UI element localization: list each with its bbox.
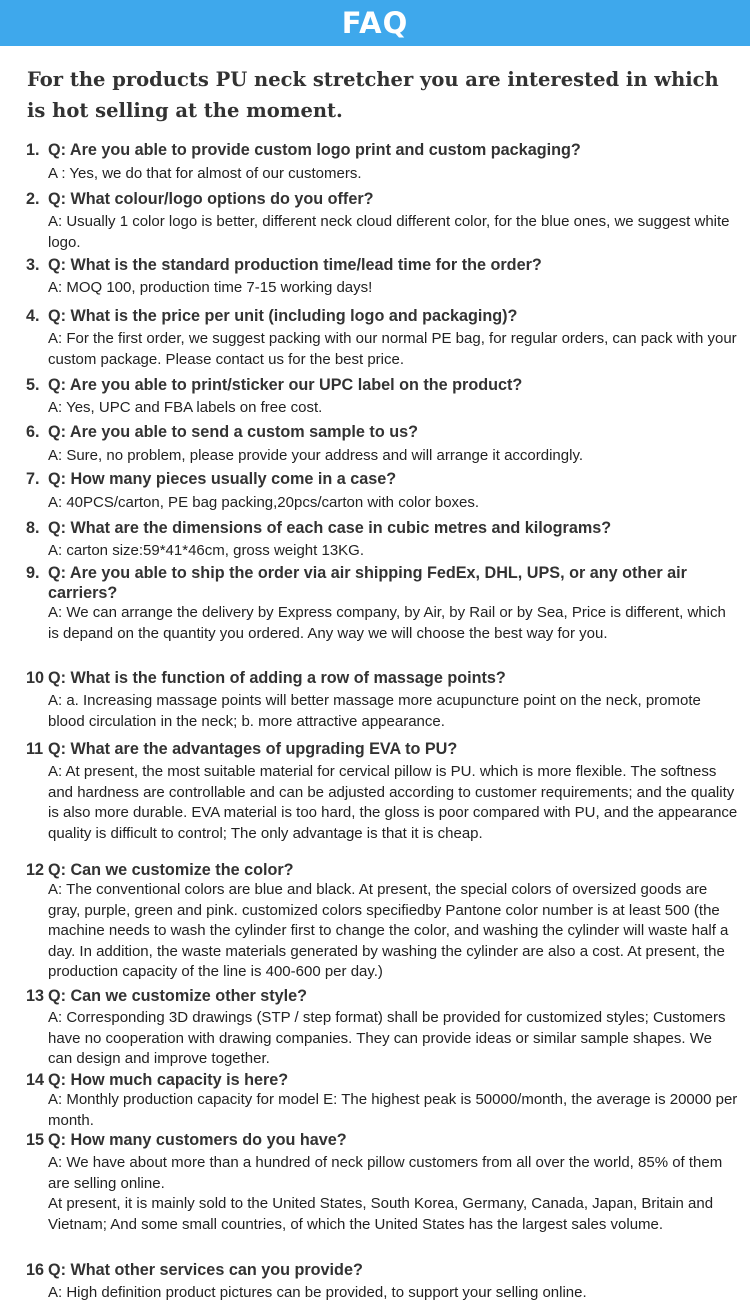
faq-answer: At present, it is mainly sold to the United States, South Korea, Germany, Canada, Japan, Britain and Vietnam; And some small countries, of which the United States has the largest sales volume. (48, 1195, 714, 1233)
faq-question-text: Q: Can we customize other style? (48, 987, 308, 1005)
faq-answer: A: For the first order, we suggest packing with our normal PE bag, for regular orders, can pack with your custom package. Please contact us for the best price. (48, 330, 737, 368)
faq-question-text: Q: What is the standard production time/lead time for the order? (48, 256, 542, 274)
faq-question-text: Q: How many customers do you have? (48, 1131, 347, 1149)
faq-number: 11 (26, 740, 44, 758)
faq-number: 5. (26, 376, 40, 394)
faq-question-text: Q: What are the advantages of upgrading EVA to PU? (48, 740, 458, 758)
faq-question-text: Q: What other services can you provide? (48, 1261, 363, 1279)
faq-question-text: Q: How much capacity is here? (48, 1071, 289, 1089)
faq-question-text: Q: Are you able to send a custom sample to us? (48, 423, 418, 441)
faq-answer: A: Usually 1 color logo is better, different neck cloud different color, for the blue ones, we suggest white logo. (48, 213, 730, 251)
faq-answer: A: We can arrange the delivery by Express company, by Air, by Rail or by Sea, Price is different, which is depand on the quantity you ordered. Any way we will choose the best way for you. (48, 604, 726, 642)
faq-banner (0, 0, 750, 46)
faq-question-text: Q: What is the price per unit (including logo and packaging)? (48, 307, 518, 325)
faq-question-text: Q: What are the dimensions of each case in cubic metres and kilograms? (48, 519, 612, 537)
intro-heading: For the products PU neck stretcher you are interested in which is hot selling at the moment. (27, 68, 719, 122)
faq-number: 1. (26, 141, 40, 159)
faq-question-text: Q: Can we customize the color? (48, 861, 294, 879)
faq-number: 9. (26, 564, 40, 582)
faq-answer: A: Corresponding 3D drawings (STP / step format) shall be provided for customized styles; Customers have no cooperation with drawing companies. They can provide ideas or similar sample shapes. We can design and improve together. (48, 1009, 726, 1067)
faq-number: 15 (26, 1131, 45, 1149)
faq-number: 4. (26, 307, 40, 325)
faq-question-text: Q: Are you able to print/sticker our UPC label on the product? (48, 376, 523, 394)
faq-number: 14 (26, 1071, 45, 1089)
faq-answer: A: 40PCS/carton, PE bag packing,20pcs/carton with color boxes. (48, 494, 480, 511)
faq-number: 2. (26, 190, 40, 208)
faq-number: 12 (26, 861, 45, 879)
faq-number: 10 (26, 669, 45, 687)
faq-question-text: Q: Are you able to provide custom logo print and custom packaging? (48, 141, 581, 159)
faq-answer: A: carton size:59*41*46cm, gross weight 13KG. (48, 542, 364, 559)
faq-answer: A: MOQ 100, production time 7-15 working days! (48, 279, 373, 296)
faq-answer: A: At present, the most suitable material for cervical pillow is PU. which is more flexible. The softness and hardness are controllable and can be adjusted according to customer requirements; and the quality is also more durable. EVA material is too hard, the gloss is poor compared with PU, and the appearance quality is difficult to control; The only advantage is that it is cheap. (48, 763, 738, 842)
faq-question-text: Q: Are you able to ship the order via air shipping FedEx, DHL, UPS, or any other air carriers? (48, 564, 687, 602)
faq-answer: A: Sure, no problem, please provide your address and will arrange it accordingly. (48, 447, 584, 464)
faq-answer: A: The conventional colors are blue and black. At present, the special colors of oversized goods are gray, purple, green and pink. customized colors specifiedby Pantone color number is at least 500 (the machine needs to wash the cylinder first to change the color, and washing the cylinder will waste half a day. In addition, the waste materials generated by washing the cylinder are also a cost. At present, the production capacity of the line is 400-600 per day.) (48, 881, 729, 980)
faq-answer: A: Monthly production capacity for model E: The highest peak is 50000/month, the average is 20000 per month. (48, 1091, 738, 1129)
faq-answer: A: Yes, UPC and FBA labels on free cost. (48, 399, 323, 416)
faq-number: 6. (26, 423, 40, 441)
faq-number: 8. (26, 519, 40, 537)
faq-number: 7. (26, 470, 40, 488)
faq-question-text: Q: What colour/logo options do you offer? (48, 190, 374, 208)
faq-question-text: Q: How many pieces usually come in a case? (48, 470, 397, 488)
faq-question-text: Q: What is the function of adding a row of massage points? (48, 669, 506, 687)
faq-number: 13 (26, 987, 45, 1005)
faq-number: 3. (26, 256, 40, 274)
faq-answer: A : Yes, we do that for almost of our customers. (48, 165, 362, 182)
faq-answer: A: a. Increasing massage points will better massage more acupuncture point on the neck, promote blood circulation in the neck; b. more attractive appearance. (48, 692, 701, 730)
faq-answer: A: High definition product pictures can be provided, to support your selling online. (48, 1284, 587, 1301)
faq-number: 16 (26, 1261, 45, 1279)
faq-answer: A: We have about more than a hundred of neck pillow customers from all over the world, 85% of them are selling online. (48, 1154, 723, 1192)
banner-title: FAQ (341, 6, 409, 40)
